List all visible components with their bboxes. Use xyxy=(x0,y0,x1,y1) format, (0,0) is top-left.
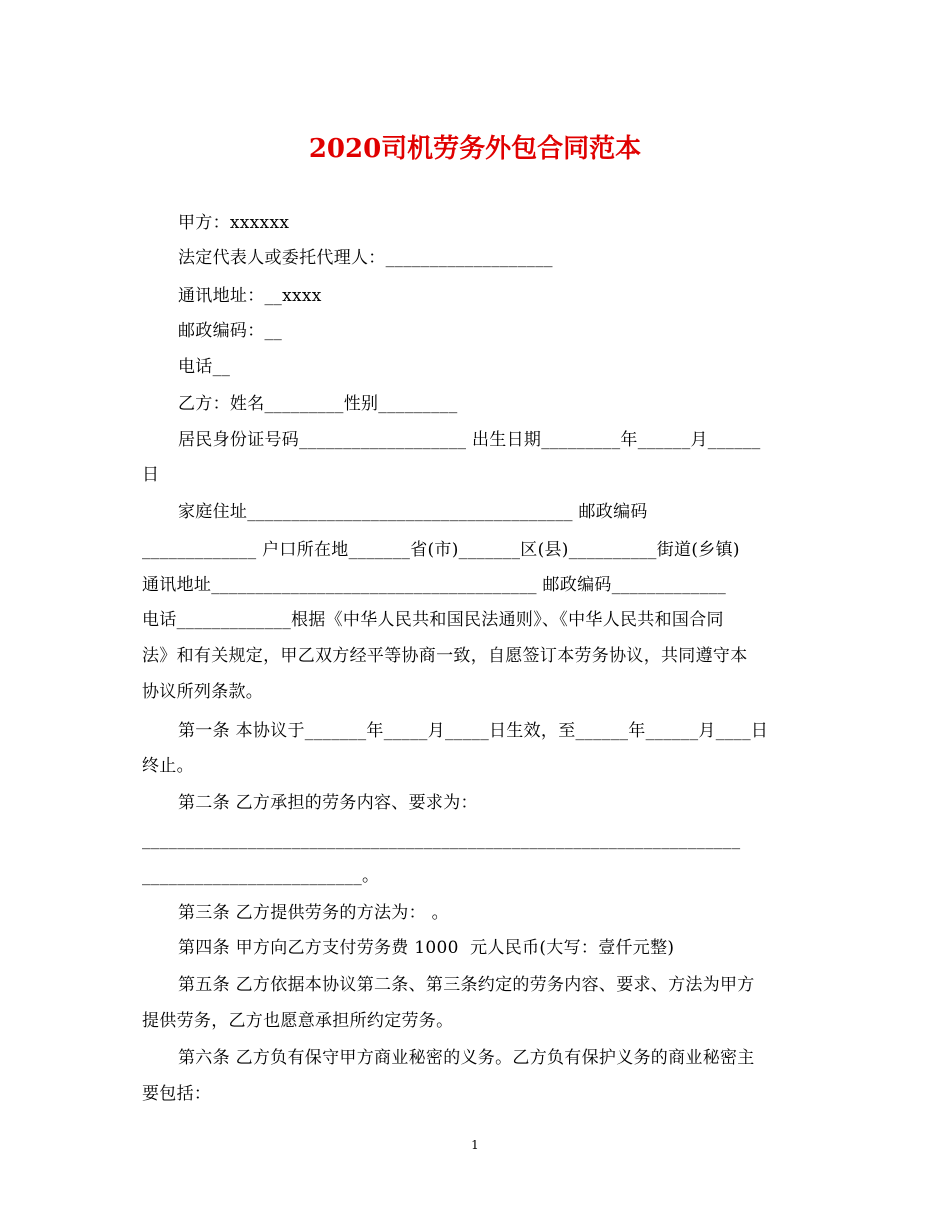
party-a-line: 甲方：xxxxxx xyxy=(178,213,290,233)
article-2-blank-line: ____________________________________________________________________ xyxy=(142,830,741,850)
article-3-line: 第三条 乙方提供劳务的方法为： 。 xyxy=(178,903,449,923)
article-1-line: 第一条 本协议于_______年_____月_____日生效，至______年______月____日 xyxy=(178,721,769,741)
article-2-blank-line-cont: _________________________。 xyxy=(142,866,380,886)
party-b-id-line: 居民身份证号码___________________ 出生日期_________年______月______ xyxy=(178,430,761,450)
party-a-phone-line: 电话__ xyxy=(178,357,231,377)
party-b-address-line: 通讯地址_____________________________________ 邮政编码_____________ xyxy=(142,575,727,595)
party-b-id-line-cont: 日 xyxy=(142,465,160,485)
home-address-line: 家庭住址_____________________________________ 邮政编码 xyxy=(178,502,648,522)
preamble-line-3: 协议所列条款。 xyxy=(142,682,264,702)
article-1-line-cont: 终止。 xyxy=(142,756,194,776)
article-6-line-cont: 要包括： xyxy=(142,1084,212,1104)
article-5-line-cont: 提供劳务，乙方也愿意承担所约定劳务。 xyxy=(142,1011,454,1031)
party-b-phone-line: 电话_____________根据《中华人民共和国民法通则》、《中华人民共和国合同 xyxy=(142,610,724,630)
preamble-line-2: 法》和有关规定，甲乙双方经平等协商一致，自愿签订本劳务协议，共同遵守本 xyxy=(142,646,748,666)
page-number: 1 xyxy=(471,1138,479,1152)
article-6-line: 第六条 乙方负有保守甲方商业秘密的义务。乙方负有保护义务的商业秘密主 xyxy=(178,1048,755,1068)
household-register-line: _____________ 户口所在地_______省(市)_______区(县)__________街道(乡镇) xyxy=(142,540,740,560)
article-2-line: 第二条 乙方承担的劳务内容、要求为： xyxy=(178,793,478,813)
document-title: 2020司机劳务外包合同范本 xyxy=(308,134,642,164)
article-5-line: 第五条 乙方依据本协议第二条、第三条约定的劳务内容、要求、方法为甲方 xyxy=(178,975,755,995)
article-4-line: 第四条 甲方向乙方支付劳务费 1000 元人民币(大写：壹仟元整) xyxy=(178,938,675,958)
party-a-address-line: 通讯地址：__xxxx xyxy=(178,286,322,306)
party-b-name-line: 乙方：姓名_________性别_________ xyxy=(178,394,458,414)
legal-representative-line: 法定代表人或委托代理人：___________________ xyxy=(178,248,553,268)
party-a-postcode-line: 邮政编码：__ xyxy=(178,321,283,341)
